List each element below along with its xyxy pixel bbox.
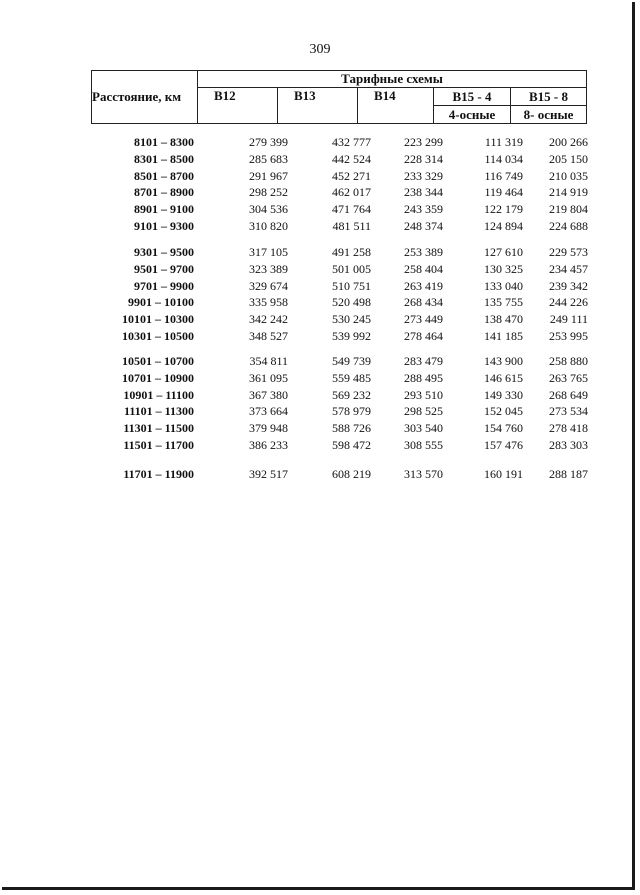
value-cell: 379 948 xyxy=(249,421,288,436)
value-cell: 283 303 xyxy=(549,437,588,452)
distance-cell: 10501 – 10700 xyxy=(122,354,194,368)
value-cell: 298 525 xyxy=(404,404,443,419)
value-cell: 283 479 xyxy=(404,354,443,368)
table-row xyxy=(0,388,640,405)
value-cell: 285 683 xyxy=(249,151,288,166)
value-cell: 481 511 xyxy=(332,218,371,233)
distance-cell: 11501 – 11700 xyxy=(123,437,194,452)
value-cell: 122 179 xyxy=(484,202,523,217)
table-row xyxy=(0,202,640,219)
value-cell: 510 751 xyxy=(332,278,371,293)
value-cell: 288 495 xyxy=(404,370,443,385)
value-cell: 291 967 xyxy=(249,168,288,183)
table-row xyxy=(0,329,640,346)
value-cell: 124 894 xyxy=(484,218,523,233)
value-cell: 244 226 xyxy=(549,295,588,310)
value-cell: 263 765 xyxy=(549,370,588,385)
value-cell: 569 232 xyxy=(332,387,371,402)
distance-cell: 11101 – 11300 xyxy=(123,404,194,419)
distance-cell: 8101 – 8300 xyxy=(134,135,194,149)
value-cell: 224 688 xyxy=(549,218,588,233)
table-row xyxy=(0,312,640,329)
value-cell: 214 919 xyxy=(549,185,588,200)
value-cell: 288 187 xyxy=(549,467,588,481)
distance-cell: 9701 – 9900 xyxy=(134,278,194,293)
table-row xyxy=(0,467,640,484)
value-cell: 114 034 xyxy=(484,151,523,166)
distance-cell: 11701 – 11900 xyxy=(123,467,194,481)
value-cell: 268 434 xyxy=(404,295,443,310)
value-cell: 278 464 xyxy=(404,328,443,343)
value-cell: 501 005 xyxy=(332,261,371,276)
value-cell: 578 979 xyxy=(332,404,371,419)
table-row xyxy=(0,135,640,152)
value-cell: 273 534 xyxy=(549,404,588,419)
column-header-b13: В13 xyxy=(278,88,358,124)
distance-cell: 8301 – 8500 xyxy=(134,151,194,166)
value-cell: 205 150 xyxy=(549,151,588,166)
value-cell: 361 095 xyxy=(249,370,288,385)
table-row xyxy=(0,279,640,296)
value-cell: 210 035 xyxy=(549,168,588,183)
column-header-b15-8: В15 - 8 xyxy=(511,88,587,106)
distance-cell: 10701 – 10900 xyxy=(122,370,194,385)
distance-cell: 9301 – 9500 xyxy=(134,245,194,259)
distance-cell: 10101 – 10300 xyxy=(122,312,194,327)
value-cell: 313 570 xyxy=(404,467,443,481)
value-cell: 143 900 xyxy=(484,354,523,368)
value-cell: 293 510 xyxy=(404,387,443,402)
value-cell: 146 615 xyxy=(484,370,523,385)
value-cell: 239 342 xyxy=(549,278,588,293)
value-cell: 598 472 xyxy=(332,437,371,452)
value-cell: 263 419 xyxy=(404,278,443,293)
value-cell: 149 330 xyxy=(484,387,523,402)
value-cell: 335 958 xyxy=(249,295,288,310)
value-cell: 154 760 xyxy=(484,421,523,436)
value-cell: 249 111 xyxy=(549,312,588,327)
table-row xyxy=(0,262,640,279)
value-cell: 116 749 xyxy=(484,168,523,183)
value-cell: 442 524 xyxy=(332,151,371,166)
value-cell: 539 992 xyxy=(332,328,371,343)
value-cell: 130 325 xyxy=(484,261,523,276)
value-cell: 520 498 xyxy=(332,295,371,310)
value-cell: 329 674 xyxy=(249,278,288,293)
value-cell: 392 517 xyxy=(249,467,288,481)
page-number: 309 xyxy=(309,42,331,57)
subheader-4-axle: 4-осные xyxy=(434,106,511,124)
distance-cell: 8701 – 8900 xyxy=(134,185,194,200)
value-cell: 219 804 xyxy=(549,202,588,217)
value-cell: 233 329 xyxy=(404,168,443,183)
value-cell: 559 485 xyxy=(332,370,371,385)
value-cell: 258 404 xyxy=(404,261,443,276)
value-cell: 304 536 xyxy=(249,202,288,217)
value-cell: 323 389 xyxy=(249,261,288,276)
distance-cell: 9101 – 9300 xyxy=(134,218,194,233)
distance-cell: 9501 – 9700 xyxy=(134,261,194,276)
column-header-b12: В12 xyxy=(198,88,278,124)
value-cell: 471 764 xyxy=(332,202,371,217)
value-cell: 462 017 xyxy=(332,185,371,200)
value-cell: 342 242 xyxy=(249,312,288,327)
value-cell: 549 739 xyxy=(332,354,371,368)
subheader-8-axle: 8- осные xyxy=(511,106,587,124)
value-cell: 253 389 xyxy=(404,245,443,259)
value-cell: 386 233 xyxy=(249,437,288,452)
value-cell: 229 573 xyxy=(549,245,588,259)
table-row xyxy=(0,371,640,388)
column-header-b15-4: В15 - 4 xyxy=(434,88,511,106)
value-cell: 228 314 xyxy=(404,151,443,166)
value-cell: 248 374 xyxy=(404,218,443,233)
value-cell: 373 664 xyxy=(249,404,288,419)
row-group xyxy=(0,245,640,346)
table-row xyxy=(0,152,640,169)
value-cell: 253 995 xyxy=(549,328,588,343)
table-row xyxy=(0,185,640,202)
value-cell: 141 185 xyxy=(484,328,523,343)
value-cell: 298 252 xyxy=(249,185,288,200)
value-cell: 367 380 xyxy=(249,387,288,402)
value-cell: 278 418 xyxy=(549,421,588,436)
value-cell: 127 610 xyxy=(484,245,523,259)
distance-cell: 9901 – 10100 xyxy=(128,295,194,310)
value-cell: 432 777 xyxy=(332,135,371,149)
value-cell: 157 476 xyxy=(484,437,523,452)
row-group xyxy=(0,467,640,484)
value-cell: 200 266 xyxy=(549,135,588,149)
value-cell: 491 258 xyxy=(332,245,371,259)
value-cell: 308 555 xyxy=(404,437,443,452)
distance-header: Расстояние, км xyxy=(92,71,198,124)
value-cell: 608 219 xyxy=(332,467,371,481)
value-cell: 223 299 xyxy=(404,135,443,149)
value-cell: 135 755 xyxy=(484,295,523,310)
value-cell: 111 319 xyxy=(484,135,523,149)
distance-cell: 10301 – 10500 xyxy=(122,328,194,343)
value-cell: 234 457 xyxy=(549,261,588,276)
value-cell: 310 820 xyxy=(249,218,288,233)
value-cell: 133 040 xyxy=(484,278,523,293)
table-row xyxy=(0,169,640,186)
value-cell: 138 470 xyxy=(484,312,523,327)
value-cell: 588 726 xyxy=(332,421,371,436)
table-row xyxy=(0,245,640,262)
value-cell: 452 271 xyxy=(332,168,371,183)
table-row xyxy=(0,438,640,455)
distance-cell: 8501 – 8700 xyxy=(134,168,194,183)
distance-cell: 8901 – 9100 xyxy=(134,202,194,217)
value-cell: 354 811 xyxy=(249,354,288,368)
table-row xyxy=(0,404,640,421)
value-cell: 268 649 xyxy=(549,387,588,402)
distance-cell: 11301 – 11500 xyxy=(123,421,194,436)
value-cell: 279 399 xyxy=(249,135,288,149)
row-group xyxy=(0,135,640,236)
column-header-b14: В14 xyxy=(358,88,434,124)
value-cell: 303 540 xyxy=(404,421,443,436)
table-row xyxy=(0,354,640,371)
table-row xyxy=(0,219,640,236)
value-cell: 238 344 xyxy=(404,185,443,200)
table-row xyxy=(0,421,640,438)
value-cell: 243 359 xyxy=(404,202,443,217)
value-cell: 119 464 xyxy=(484,185,523,200)
value-cell: 258 880 xyxy=(549,354,588,368)
tariff-schemes-header: Тарифные схемы xyxy=(198,71,587,88)
value-cell: 317 105 xyxy=(249,245,288,259)
value-cell: 530 245 xyxy=(332,312,371,327)
value-cell: 152 045 xyxy=(484,404,523,419)
value-cell: 273 449 xyxy=(404,312,443,327)
row-group xyxy=(0,354,640,455)
table-row xyxy=(0,295,640,312)
distance-cell: 10901 – 11100 xyxy=(123,387,194,402)
value-cell: 348 527 xyxy=(249,328,288,343)
value-cell: 160 191 xyxy=(484,467,523,481)
